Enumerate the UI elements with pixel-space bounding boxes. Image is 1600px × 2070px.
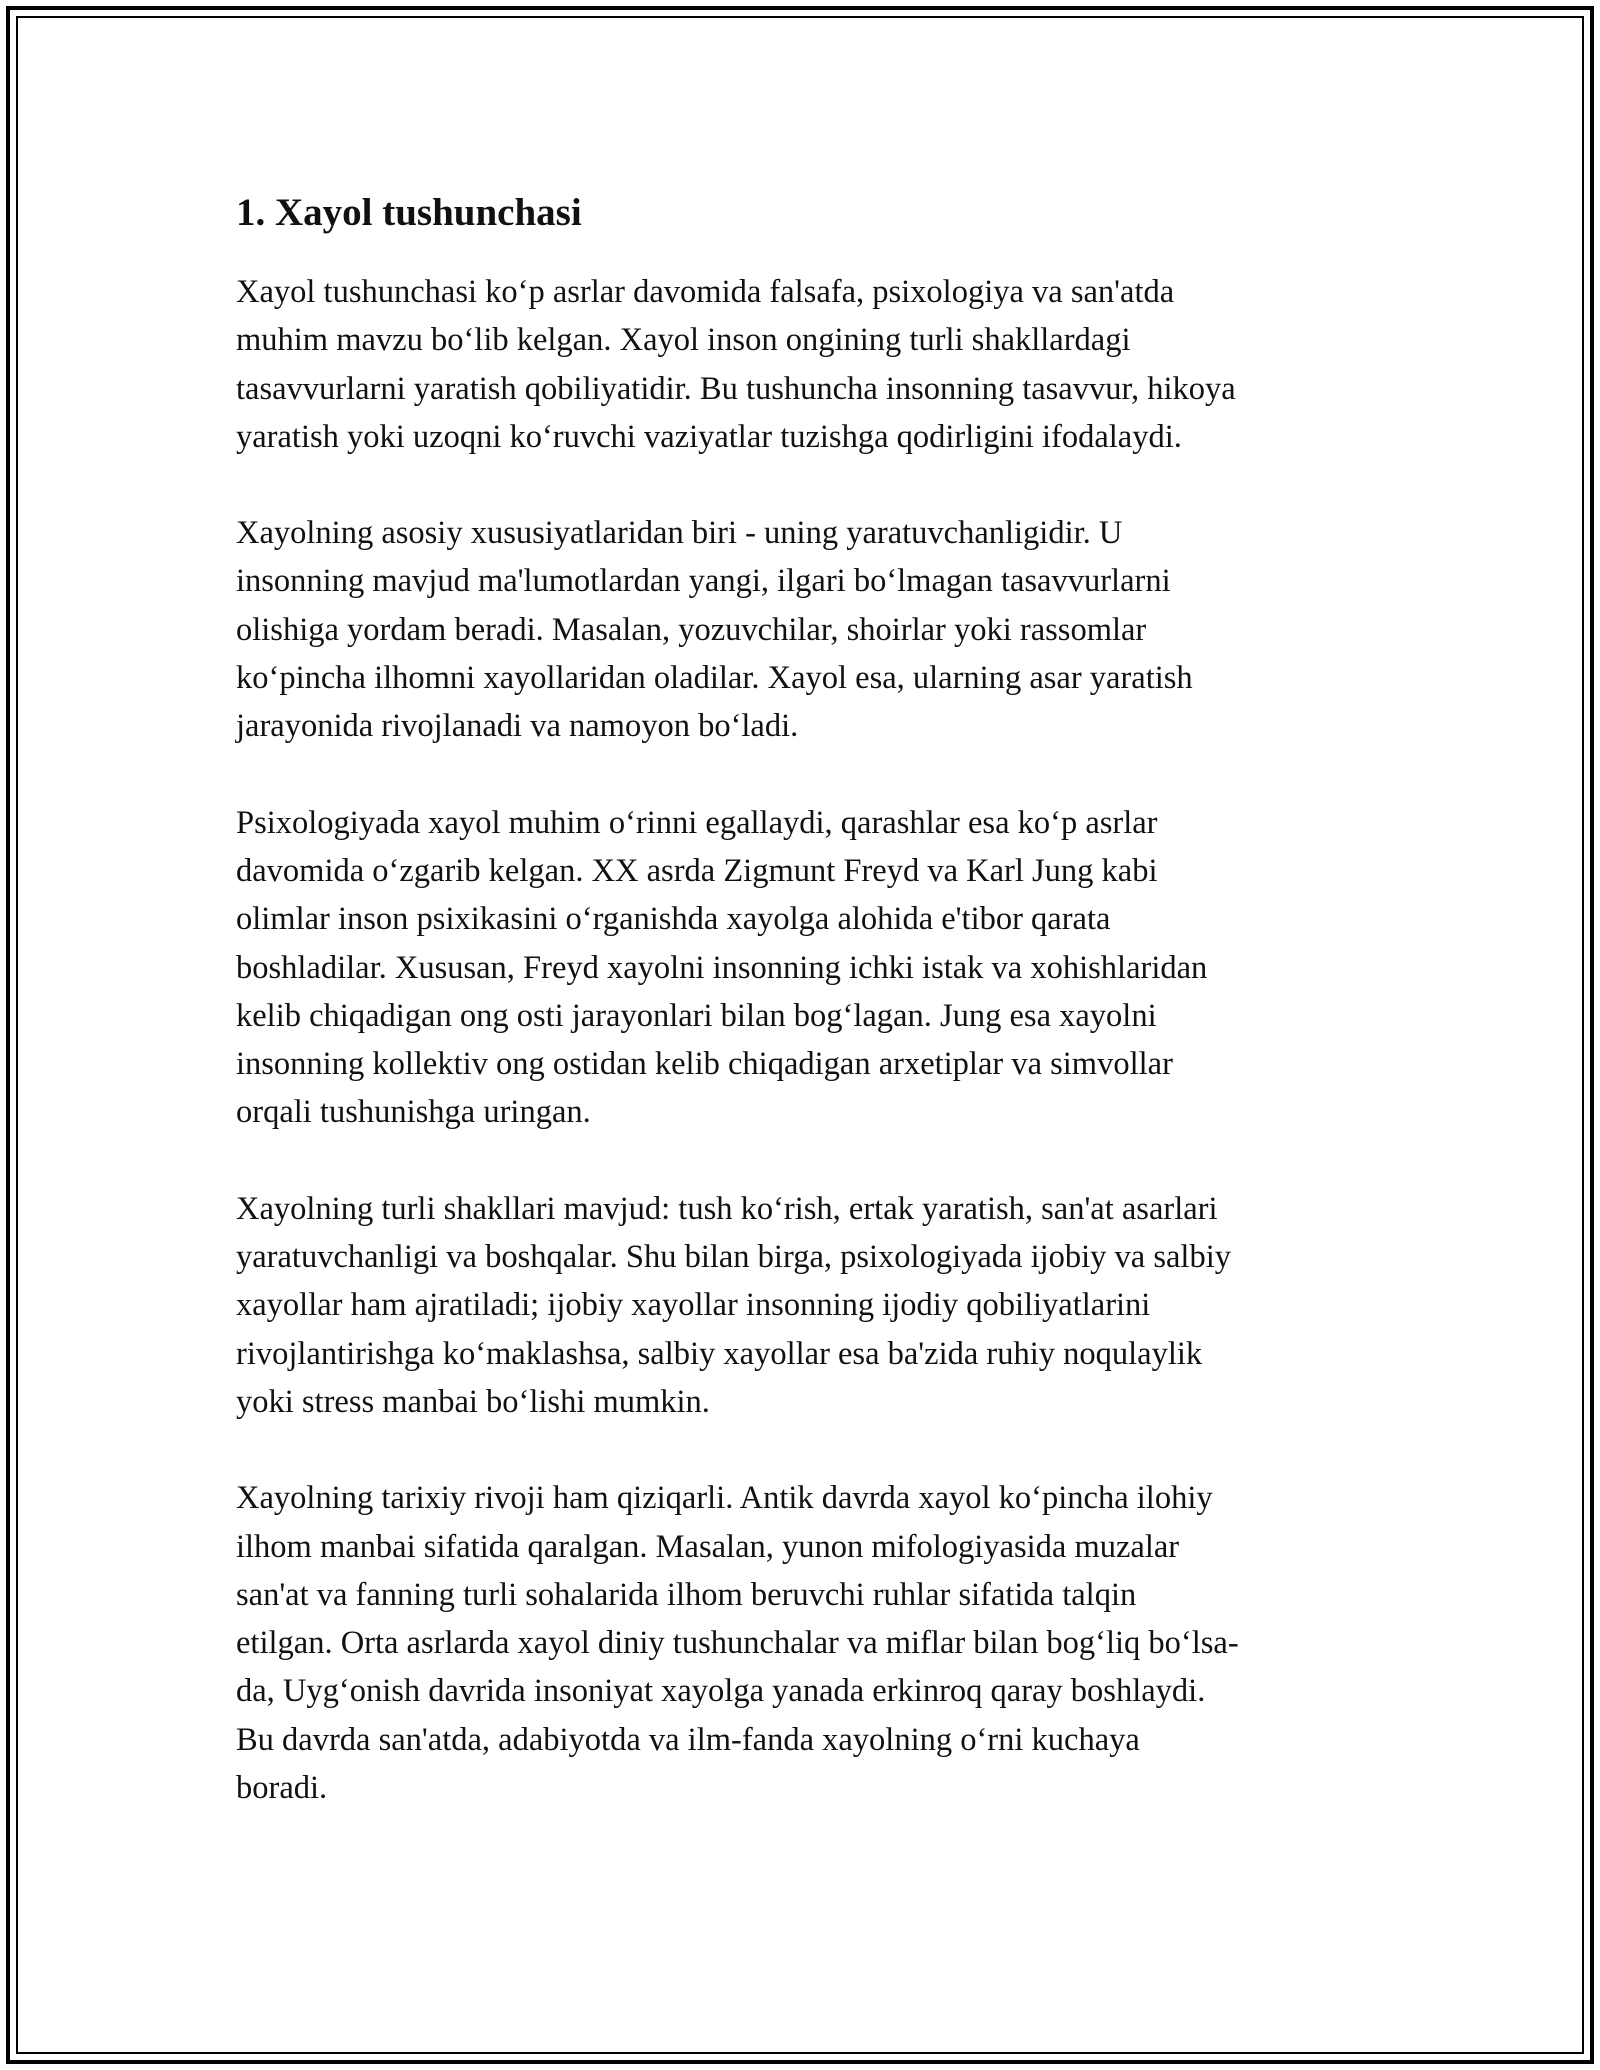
- text-line: insonning kollektiv ong ostidan kelib chiqadigan arxetiplar va simvollar: [236, 1046, 1173, 1083]
- paragraph-3: [236, 799, 1366, 1137]
- text-line: xayollar ham ajratiladi; ijobiy xayollar insonning ijodiy qobiliyatlarini: [236, 1287, 1151, 1324]
- text-line: davomida o‘zgarib kelgan. XX asrda Zigmunt Freyd va Karl Jung kabi: [236, 852, 1158, 889]
- text-line: olimlar inson psixikasini o‘rganishda xayolga alohida e'tibor qarata: [236, 901, 1111, 938]
- text-line: etilgan. Orta asrlarda xayol diniy tushunchalar va miflar bilan bog‘liq bo‘lsa-: [236, 1625, 1239, 1662]
- text-line: boradi.: [236, 1770, 328, 1807]
- text-line: ko‘pincha ilhomni xayollaridan oladilar. Xayol esa, ularning asar yaratish: [236, 660, 1193, 697]
- text-line: orqali tushunishga uringan.: [236, 1094, 591, 1131]
- paragraph-2: [236, 509, 1366, 750]
- text-line: Psixologiyada xayol muhim o‘rinni egallaydi, qarashlar esa ko‘p asrlar: [236, 804, 1158, 841]
- text-line: insonning mavjud ma'lumotlardan yangi, ilgari bo‘lmagan tasavvurlarni: [236, 563, 1171, 600]
- paragraph-5: [236, 1474, 1366, 1812]
- paragraph-1: [236, 268, 1366, 461]
- text-line: yaratish yoki uzoqni ko‘ruvchi vaziyatlar tuzishga qodirligini ifodalaydi.: [236, 418, 1182, 455]
- text-line: san'at va fanning turli sohalarida ilhom beruvchi ruhlar sifatida talqin: [236, 1576, 1137, 1613]
- text-line: muhim mavzu bo‘lib kelgan. Xayol inson ongining turli shakllardagi: [236, 322, 1131, 359]
- text-line: da, Uyg‘onish davrida insoniyat xayolga yanada erkinroq qaray boshlaydi.: [236, 1673, 1206, 1710]
- text-line: kelib chiqadigan ong osti jarayonlari bilan bog‘lagan. Jung esa xayolni: [236, 997, 1157, 1034]
- text-line: tasavvurlarni yaratish qobiliyatidir. Bu tushuncha insonning tasavvur, hikoya: [236, 370, 1236, 407]
- text-line: jarayonida rivojlanadi va namoyon bo‘ladi.: [236, 708, 799, 745]
- text-line: Xayol tushunchasi ko‘p asrlar davomida falsafa, psixologiya va san'atda: [236, 274, 1175, 310]
- text-line: Xayolning turli shakllari mavjud: tush ko‘rish, ertak yaratish, san'at asarlari: [236, 1190, 1218, 1227]
- text-line: Bu davrda san'atda, adabiyotda va ilm-fanda xayolning o‘rni kuchaya: [236, 1721, 1140, 1758]
- text-line: yaratuvchanligi va boshqalar. Shu bilan birga, psixologiyada ijobiy va salbiy: [236, 1239, 1231, 1276]
- paragraph-4: [236, 1185, 1366, 1426]
- text-line: ilhom manbai sifatida qaralgan. Masalan, yunon mifologiyasida muzalar: [236, 1528, 1180, 1565]
- text-line: rivojlantirishga ko‘maklashsa, salbiy xayollar esa ba'zida ruhiy noqulaylik: [236, 1335, 1203, 1372]
- text-line: yoki stress manbai bo‘lishi mumkin.: [236, 1383, 710, 1420]
- document-body: [236, 188, 1366, 1860]
- text-line: boshladilar. Xususan, Freyd xayolni insonning ichki istak va xohishlaridan: [236, 949, 1208, 986]
- text-line: Xayolning asosiy xususiyatlaridan biri - uning yaratuvchanligidir. U: [236, 515, 1123, 552]
- text-line: Xayolning tarixiy rivoji ham qiziqarli. Antik davrda xayol ko‘pincha ilohiy: [236, 1480, 1213, 1517]
- section-heading: 1. Xayol tushunchasi: [236, 191, 582, 234]
- text-line: olishiga yordam beradi. Masalan, yozuvchilar, shoirlar yoki rassomlar: [236, 611, 1147, 648]
